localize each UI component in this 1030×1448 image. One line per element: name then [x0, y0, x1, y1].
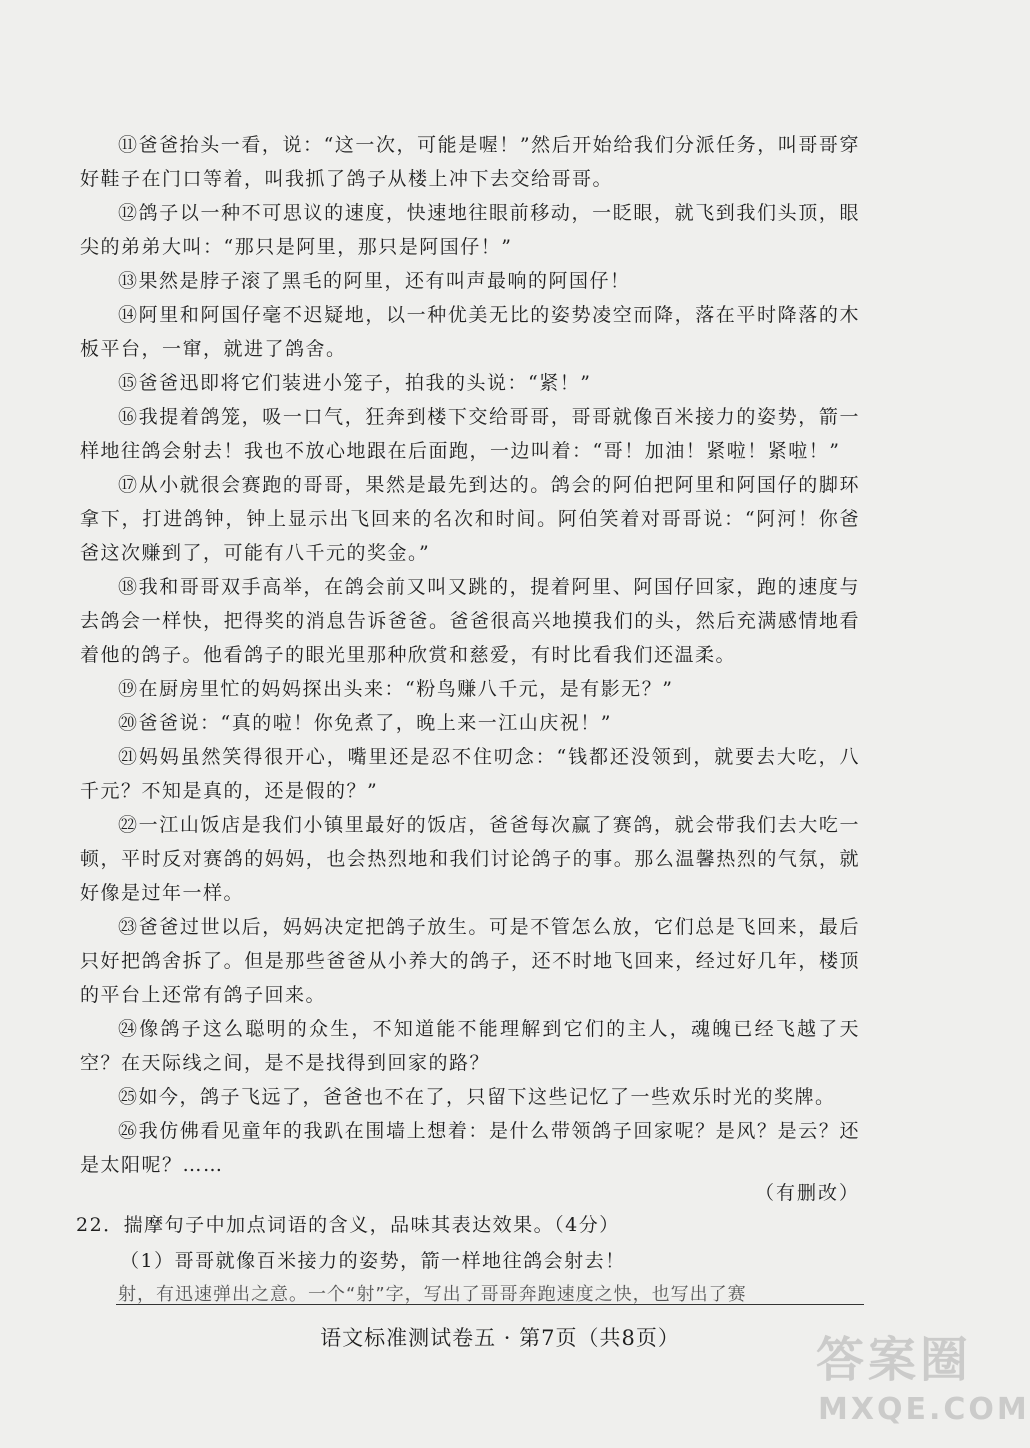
watermark-logo	[816, 1330, 1030, 1430]
watermark-bottom: MXQE.COM	[818, 1392, 1030, 1427]
paragraph-17: ⑰从小就很会赛跑的哥哥，果然是最先到达的。鸽会的阿伯把阿里和阿国仔的脚环拿下，打进鸽钟，钟上显示出飞回来的名次和时间。阿伯笑着对哥哥说：“阿河！你爸爸这次赚到了，可能有八千元的奖金。”	[80, 474, 860, 564]
answer-underline	[116, 1304, 864, 1305]
answer-text: 射，有迅速弹出之意。一个“射”字，写出了哥哥奔跑速度之快，也写出了赛	[118, 1284, 747, 1305]
question-title: 22．揣摩句子中加点词语的含义，品味其表达效果。（4分）	[76, 1214, 620, 1236]
paragraph-26: ㉖我仿佛看见童年的我趴在围墙上想着：是什么带领鸽子回家呢？是风？是云？还是太阳呢？……	[80, 1120, 860, 1176]
paragraph-11: ⑪爸爸抬头一看，说：“这一次，可能是喔！”然后开始给我们分派任务，叫哥哥穿好鞋子在门口等着，叫我抓了鸽子从楼上冲下去交给哥哥。	[80, 134, 860, 190]
paragraph-15: ⑮爸爸迅即将它们装进小笼子，拍我的头说：“紧！”	[118, 372, 592, 394]
question-sub: （1）哥哥就像百米接力的姿势，箭一样地往鸽会射去！	[120, 1250, 626, 1272]
paragraph-21: ㉑妈妈虽然笑得很开心，嘴里还是忍不住叨念：“钱都还没领到，就要去大吃，八千元？不知是真的，还是假的？”	[80, 746, 860, 802]
paragraph-24: ㉔像鸽子这么聪明的众生，不知道能不能理解到它们的主人，魂魄已经飞越了天空？在天际线之间，是不是找得到回家的路？	[80, 1018, 860, 1074]
page-footer: 语文标准测试卷五 · 第7页（共8页）	[320, 1326, 680, 1350]
paragraph-13: ⑬果然是脖子滚了黑毛的阿里，还有叫声最响的阿国仔！	[118, 270, 631, 292]
paragraph-12: ⑫鸽子以一种不可思议的速度，快速地往眼前移动，一眨眼，就飞到我们头顶，眼尖的弟弟大叫：“那只是阿里，那只是阿国仔！”	[80, 202, 860, 258]
paragraph-18: ⑱我和哥哥双手高举，在鸽会前又叫又跳的，提着阿里、阿国仔回家，跑的速度与去鸽会一样快，把得奖的消息告诉爸爸。爸爸很高兴地摸我们的头，然后充满感情地看着他的鸽子。他看鸽子的眼光里那种欣赏和慈爱，有时比看我们还温柔。	[80, 576, 860, 666]
watermark-top: 答案圈	[816, 1332, 973, 1388]
paragraph-23: ㉓爸爸过世以后，妈妈决定把鸽子放生。可是不管怎么放，它们总是飞回来，最后只好把鸽舍拆了。但是那些爸爸从小养大的鸽子，还不时地飞回来，经过好几年，楼顶的平台上还常有鸽子回来。	[80, 916, 860, 1006]
paragraph-14: ⑭阿里和阿国仔毫不迟疑地，以一种优美无比的姿势凌空而降，落在平时降落的木板平台，一窜，就进了鸽舍。	[80, 304, 860, 360]
paragraph-22: ㉒一江山饭店是我们小镇里最好的饭店，爸爸每次赢了赛鸽，就会带我们去大吃一顿，平时反对赛鸽的妈妈，也会热烈地和我们讨论鸽子的事。那么温馨热烈的气氛，就好像是过年一样。	[80, 814, 860, 904]
paragraph-16: ⑯我提着鸽笼，吸一口气，狂奔到楼下交给哥哥，哥哥就像百米接力的姿势，箭一样地往鸽会射去！我也不放心地跟在后面跑，一边叫着：“哥！加油！紧啦！紧啦！”	[80, 406, 860, 462]
paragraph-25: ㉕如今，鸽子飞远了，爸爸也不在了，只留下这些记忆了一些欢乐时光的奖牌。	[118, 1086, 836, 1108]
paragraph-19: ⑲在厨房里忙的妈妈探出头来：“粉鸟赚八千元，是有影无？”	[118, 678, 674, 700]
paragraph-20: ⑳爸爸说：“真的啦！你免煮了，晚上来一江山庆祝！”	[118, 712, 612, 734]
source-note: （有删改）	[754, 1182, 860, 1204]
